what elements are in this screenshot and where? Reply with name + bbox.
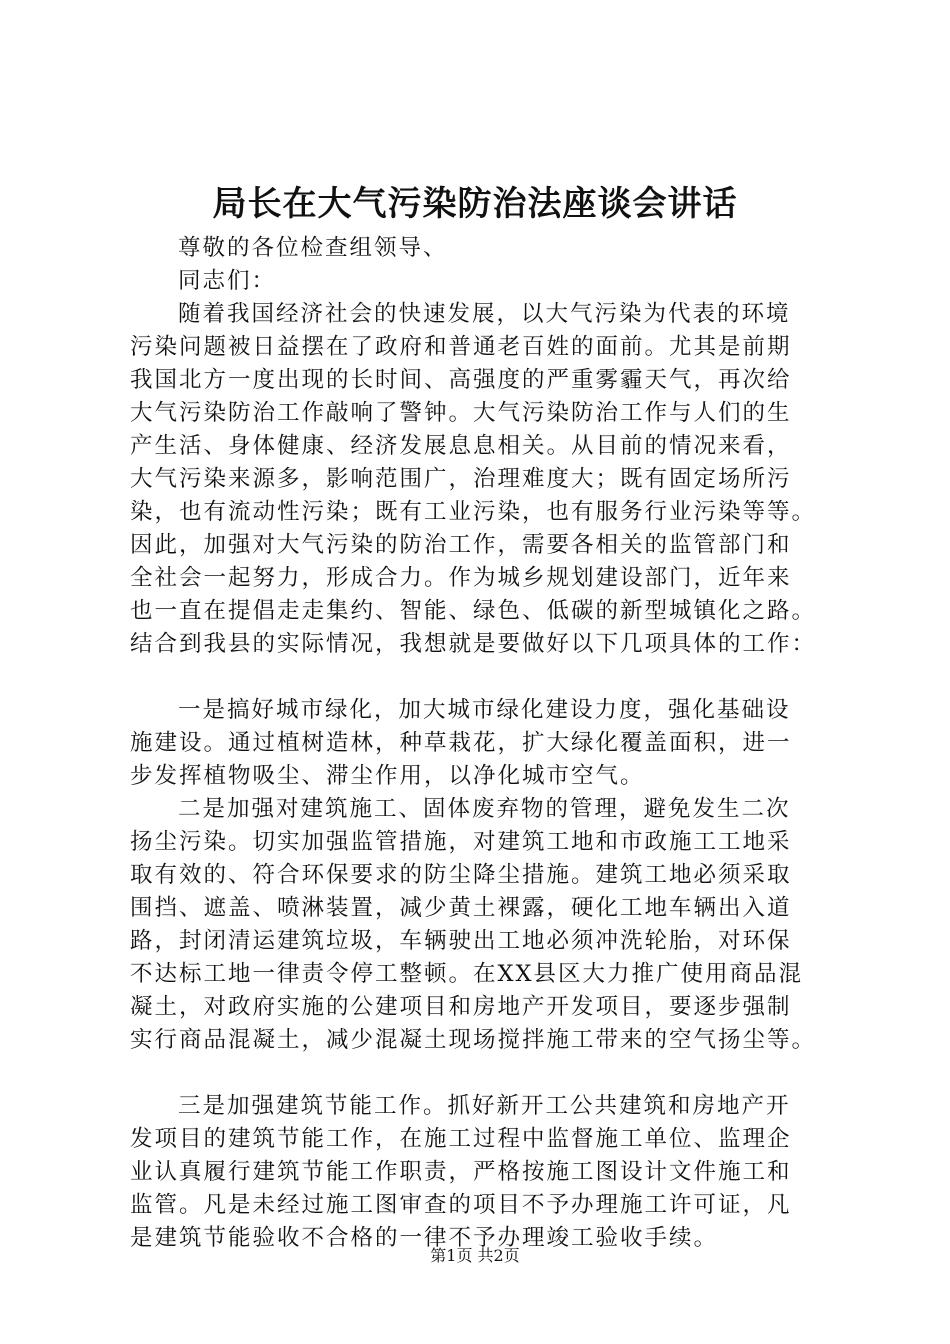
paragraph-line: 凝土，对政府实施的公建项目和房地产开发项目，要逐步强制 (130, 994, 792, 1020)
paragraph-line: 步发挥植物吸尘、滞尘作用，以净化城市空气。 (130, 763, 645, 789)
paragraph-line: 发项目的建筑节能工作，在施工过程中监督施工单位、监理企 (130, 1126, 792, 1152)
paragraph-line: 围挡、遮盖、喷淋装置，减少黄土裸露，硬化工地车辆出入道 (130, 895, 792, 921)
paragraph-spacer (130, 1057, 830, 1090)
paragraph-line: 污染问题被日益摆在了政府和普通老百姓的面前。尤其是前期 (130, 334, 792, 360)
document-body (130, 232, 830, 1255)
paragraph-line: 不达标工地一律责令停工整顿。在XX县区大力推广使用商品混 (130, 961, 804, 987)
paragraph-line: 实行商品混凝土，减少混凝土现场搅拌施工带来的空气扬尘等。 (130, 1027, 817, 1053)
paragraph-line: 二是加强对建筑施工、固体废弃物的管理，避免发生二次 (178, 796, 791, 822)
paragraph-line: 结合到我县的实际情况，我想就是要做好以下几项具体的工作： (130, 631, 817, 657)
document-title: 局长在大气污染防治法座谈会讲话 (212, 184, 738, 224)
paragraph-line: 因此，加强对大气污染的防治工作，需要各相关的监管部门和 (130, 532, 792, 558)
paragraph-line: 随着我国经济社会的快速发展，以大气污染为代表的环境 (178, 301, 791, 327)
paragraph-line: 也一直在提倡走走集约、智能、绿色、低碳的新型城镇化之路。 (130, 598, 817, 624)
salutation-line: 同志们： (178, 268, 277, 294)
paragraph-line: 取有效的、符合环保要求的防尘降尘措施。建筑工地必须采取 (130, 862, 792, 888)
paragraph-line: 大气污染防治工作敲响了警钟。大气污染防治工作与人们的生 (130, 400, 792, 426)
paragraph-line: 三是加强建筑节能工作。抓好新开工公共建筑和房地产开 (178, 1093, 791, 1119)
paragraph-spacer (130, 661, 830, 694)
paragraph-line: 扬尘污染。切实加强监管措施，对建筑工地和市政施工工地采 (130, 829, 792, 855)
paragraph-line: 是建筑节能验收不合格的一律不予办理竣工验收手续。 (130, 1225, 719, 1251)
salutation-line: 尊敬的各位检查组领导、 (178, 235, 448, 261)
paragraph-line: 全社会一起努力，形成合力。作为城乡规划建设部门，近年来 (130, 565, 792, 591)
page-number-footer: 第1页 共2页 (430, 1246, 520, 1265)
paragraph-line: 一是搞好城市绿化，加大城市绿化建设力度，强化基础设 (178, 697, 791, 723)
paragraph-line: 业认真履行建筑节能工作职责，严格按施工图设计文件施工和 (130, 1159, 792, 1185)
paragraph-line: 大气污染来源多，影响范围广，治理难度大；既有固定场所污 (130, 466, 792, 492)
paragraph-line: 监管。凡是未经过施工图审查的项目不予办理施工许可证，凡 (130, 1192, 792, 1218)
paragraph-line: 我国北方一度出现的长时间、高强度的严重雾霾天气，再次给 (130, 367, 792, 393)
paragraph-line: 产生活、身体健康、经济发展息息相关。从目前的情况来看， (130, 433, 792, 459)
paragraph-line: 施建设。通过植树造林，种草栽花，扩大绿化覆盖面积，进一 (130, 730, 792, 756)
paragraph-line: 染，也有流动性污染；既有工业污染，也有服务行业污染等等。 (130, 499, 817, 525)
paragraph-line: 路，封闭清运建筑垃圾，车辆驶出工地必须冲洗轮胎，对环保 (130, 928, 792, 954)
